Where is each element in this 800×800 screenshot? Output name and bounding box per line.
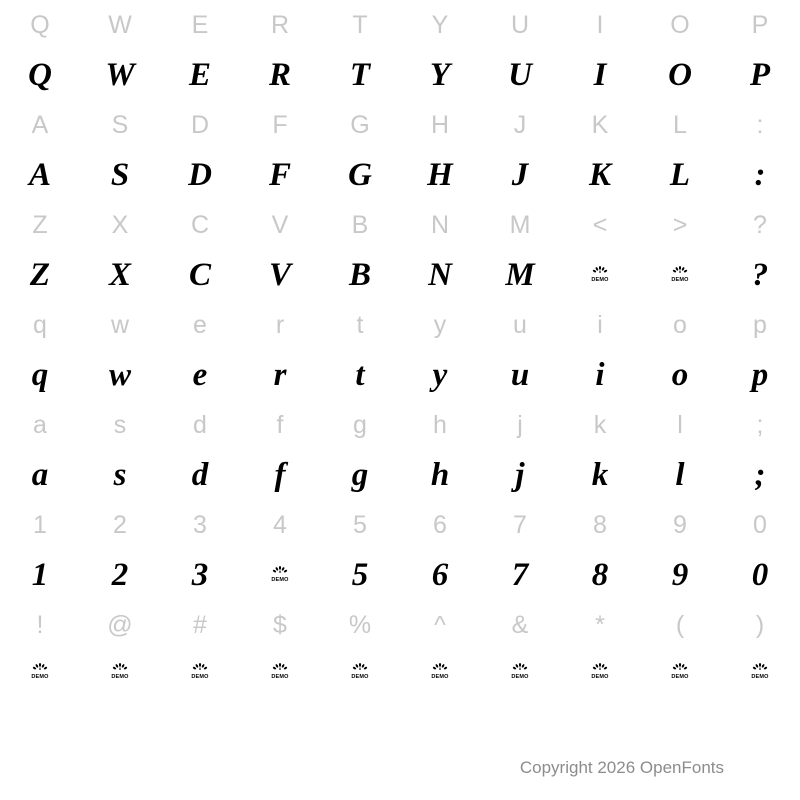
keycap-char: p xyxy=(753,310,767,339)
specimen-row xyxy=(0,450,800,500)
demo-label: DEMO xyxy=(751,674,769,681)
keycap-char: 3 xyxy=(193,510,207,539)
specimen-char: I xyxy=(593,56,607,93)
demo-mark-cell xyxy=(640,250,720,300)
specimen-char: y xyxy=(432,356,448,393)
specimen-char: L xyxy=(669,156,691,193)
keycap-char: S xyxy=(111,110,129,139)
specimen-char: 3 xyxy=(191,556,209,593)
specimen-char: ; xyxy=(754,456,766,493)
specimen-row xyxy=(0,150,800,200)
specimen-char: G xyxy=(348,156,372,193)
demo-mark-cell xyxy=(640,650,720,694)
specimen-char: 8 xyxy=(591,556,609,593)
specimen-row xyxy=(0,550,800,600)
keycap-char: C xyxy=(190,210,210,239)
keycap-char: U xyxy=(510,10,530,39)
flower-demo-icon xyxy=(191,663,209,681)
flower-demo-icon xyxy=(671,663,689,681)
keycap-char: @ xyxy=(107,610,133,639)
keycap-char: < xyxy=(592,210,608,239)
flower-demo-icon xyxy=(431,663,449,681)
keycap-char: o xyxy=(673,310,687,339)
flower-demo-icon xyxy=(271,663,289,681)
flower-demo-icon xyxy=(111,663,129,681)
demo-label: DEMO xyxy=(591,674,609,681)
keycap-char: u xyxy=(513,310,527,339)
copyright-text: Copyright 2026 OpenFonts xyxy=(519,758,724,777)
demo-mark-cell xyxy=(240,650,320,694)
demo-label: DEMO xyxy=(511,674,529,681)
flower-demo-icon xyxy=(751,663,769,681)
flower-demo-icon xyxy=(671,266,689,284)
demo-mark-cell xyxy=(560,250,640,300)
keycap-char: 2 xyxy=(113,510,127,539)
keycap-char: D xyxy=(190,110,210,139)
demo-label: DEMO xyxy=(431,674,449,681)
keycap-char: d xyxy=(193,410,207,439)
keycap-char: Q xyxy=(30,10,50,39)
specimen-char: r xyxy=(273,356,287,393)
keycap-char: B xyxy=(351,210,369,239)
specimen-char: M xyxy=(505,256,535,293)
keycap-char: f xyxy=(276,410,284,439)
keycap-char: w xyxy=(110,310,130,339)
demo-label: DEMO xyxy=(31,674,49,681)
specimen-row xyxy=(0,250,800,300)
flower-demo-icon xyxy=(591,266,609,284)
specimen-char: 7 xyxy=(511,556,529,593)
keycap-char: # xyxy=(193,610,207,639)
keycap-char: 0 xyxy=(753,510,767,539)
specimen-char: t xyxy=(355,356,365,393)
demo-label: DEMO xyxy=(591,277,609,284)
flower-demo-icon xyxy=(271,566,289,584)
keycap-char: 7 xyxy=(513,510,527,539)
keycap-char: q xyxy=(33,310,47,339)
demo-mark-cell xyxy=(560,650,640,694)
keycap-row xyxy=(0,300,800,350)
keycap-char: E xyxy=(191,10,209,39)
specimen-char: C xyxy=(188,256,211,293)
specimen-char: o xyxy=(671,356,689,393)
specimen-char: d xyxy=(191,456,209,493)
demo-label: DEMO xyxy=(191,674,209,681)
keycap-char: k xyxy=(593,410,607,439)
specimen-char: 6 xyxy=(431,556,449,593)
specimen-row xyxy=(0,350,800,400)
keycap-row xyxy=(0,400,800,450)
keycap-char: 1 xyxy=(33,510,47,539)
keycap-char: : xyxy=(756,110,764,139)
specimen-char: P xyxy=(749,56,771,93)
keycap-char: * xyxy=(595,610,605,639)
keycap-char: ? xyxy=(753,210,767,239)
demo-mark-cell xyxy=(0,650,80,694)
specimen-char: l xyxy=(675,456,685,493)
specimen-char: h xyxy=(430,456,450,493)
specimen-char: g xyxy=(351,456,369,493)
specimen-char: e xyxy=(192,356,208,393)
specimen-char: N xyxy=(428,256,452,293)
keycap-char: & xyxy=(511,610,529,639)
specimen-char: p xyxy=(751,356,769,393)
flower-demo-icon xyxy=(591,663,609,681)
keycap-char: ^ xyxy=(434,610,446,639)
specimen-char: O xyxy=(668,56,692,93)
specimen-char: T xyxy=(349,56,371,93)
specimen-char: k xyxy=(591,456,609,493)
keycap-char: M xyxy=(509,210,531,239)
keycap-char: j xyxy=(517,410,523,439)
specimen-char: 2 xyxy=(111,556,129,593)
keycap-char: K xyxy=(591,110,609,139)
keycap-row xyxy=(0,100,800,150)
keycap-char: 9 xyxy=(673,510,687,539)
keycap-char: 6 xyxy=(433,510,447,539)
flower-demo-icon xyxy=(31,663,49,681)
specimen-row xyxy=(0,650,800,694)
keycap-char: $ xyxy=(273,610,287,639)
specimen-char: Z xyxy=(29,256,51,293)
keycap-char: t xyxy=(356,310,364,339)
keycap-row xyxy=(0,200,800,250)
specimen-char: Y xyxy=(429,56,451,93)
keycap-char: R xyxy=(270,10,290,39)
keycap-char: 4 xyxy=(273,510,287,539)
keycap-char: e xyxy=(193,310,207,339)
keycap-char: ; xyxy=(756,410,764,439)
demo-label: DEMO xyxy=(271,577,289,584)
specimen-char: s xyxy=(113,456,127,493)
specimen-char: W xyxy=(105,56,135,93)
keycap-char: P xyxy=(751,10,769,39)
flower-demo-icon xyxy=(351,663,369,681)
keycap-char: 5 xyxy=(353,510,367,539)
specimen-char: 0 xyxy=(751,556,769,593)
keycap-char: O xyxy=(670,10,690,39)
specimen-char: 5 xyxy=(351,556,369,593)
specimen-char: f xyxy=(274,456,286,493)
keycap-char: g xyxy=(353,410,367,439)
keycap-row xyxy=(0,0,800,50)
keycap-char: r xyxy=(275,310,285,339)
specimen-char: 9 xyxy=(671,556,689,593)
specimen-char: R xyxy=(268,56,291,93)
specimen-char: ? xyxy=(751,256,769,293)
specimen-char: 1 xyxy=(31,556,49,593)
specimen-char: J xyxy=(511,156,529,193)
keycap-row xyxy=(0,500,800,550)
keycap-char: X xyxy=(111,210,129,239)
specimen-char: w xyxy=(108,356,131,393)
keycap-char: h xyxy=(433,410,447,439)
keycap-char: J xyxy=(513,110,527,139)
keycap-char: F xyxy=(272,110,288,139)
specimen-char: : xyxy=(754,156,766,193)
keycap-char: Z xyxy=(32,210,48,239)
keycap-char: l xyxy=(677,410,683,439)
keycap-char: Y xyxy=(431,10,449,39)
specimen-char: q xyxy=(31,356,49,393)
keycap-char: N xyxy=(430,210,450,239)
specimen-char: X xyxy=(108,256,131,293)
keycap-char: > xyxy=(672,210,688,239)
specimen-char: D xyxy=(188,156,212,193)
keycap-char: T xyxy=(352,10,368,39)
keycap-char: % xyxy=(348,610,372,639)
keycap-char: y xyxy=(433,310,447,339)
specimen-char: a xyxy=(31,456,49,493)
specimen-row xyxy=(0,50,800,100)
specimen-char: i xyxy=(595,356,605,393)
keycap-char: a xyxy=(33,410,47,439)
demo-label: DEMO xyxy=(271,674,289,681)
specimen-char: S xyxy=(110,156,130,193)
keycap-char: L xyxy=(673,110,687,139)
demo-mark-cell xyxy=(720,650,800,694)
keycap-char: H xyxy=(430,110,450,139)
keycap-char: ! xyxy=(36,610,44,639)
specimen-char: j xyxy=(515,456,525,493)
copyright-notice xyxy=(0,758,800,778)
keycap-char: V xyxy=(271,210,289,239)
demo-label: DEMO xyxy=(671,674,689,681)
demo-mark-cell xyxy=(80,650,160,694)
demo-label: DEMO xyxy=(351,674,369,681)
specimen-char: U xyxy=(508,56,532,93)
keycap-char: ) xyxy=(755,610,765,639)
keycap-char: 8 xyxy=(593,510,607,539)
demo-mark-cell xyxy=(240,550,320,600)
demo-mark-cell xyxy=(320,650,400,694)
specimen-char: B xyxy=(348,256,371,293)
demo-label: DEMO xyxy=(671,277,689,284)
demo-label: DEMO xyxy=(111,674,129,681)
keycap-char: ( xyxy=(675,610,685,639)
keycap-char: W xyxy=(108,10,132,39)
specimen-char: K xyxy=(588,156,611,193)
keycap-char: G xyxy=(350,110,370,139)
specimen-char: V xyxy=(268,256,291,293)
specimen-char: H xyxy=(427,156,453,193)
keycap-char: i xyxy=(597,310,603,339)
specimen-char: A xyxy=(28,156,51,193)
keycap-char: s xyxy=(113,410,127,439)
keycap-row xyxy=(0,600,800,650)
specimen-char: F xyxy=(268,156,291,193)
keycap-char: I xyxy=(596,10,604,39)
flower-demo-icon xyxy=(511,663,529,681)
specimen-char: E xyxy=(188,56,211,93)
demo-mark-cell xyxy=(480,650,560,694)
specimen-char: Q xyxy=(28,56,52,93)
demo-mark-cell xyxy=(400,650,480,694)
specimen-char: u xyxy=(510,356,530,393)
demo-mark-cell xyxy=(160,650,240,694)
keycap-char: A xyxy=(31,110,49,139)
